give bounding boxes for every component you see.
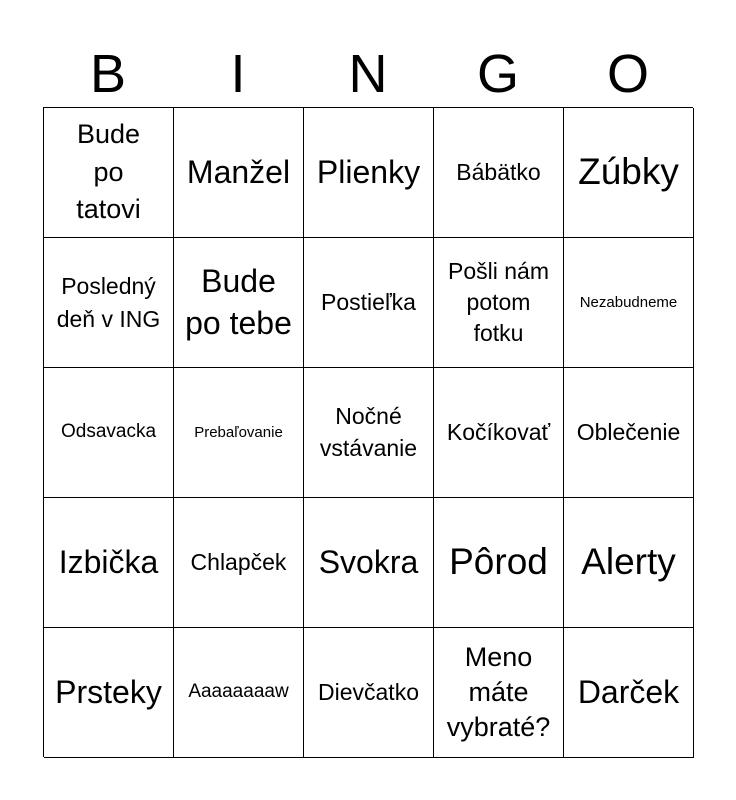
cell-text: Kočíkovať xyxy=(446,418,551,445)
cell-text: Odsavacka xyxy=(60,421,157,443)
cell-text: Posledný deň v ING xyxy=(56,273,161,332)
bingo-cell[interactable] xyxy=(564,628,694,758)
bingo-cell[interactable] xyxy=(434,498,564,628)
bingo-cell[interactable] xyxy=(44,238,174,368)
cell-text: Postieľka xyxy=(321,288,416,315)
cell-text: Bude po tatovi xyxy=(76,118,141,225)
cell-text: Oblečenie xyxy=(576,418,681,445)
bingo-cell[interactable] xyxy=(304,368,434,498)
bingo-cell[interactable] xyxy=(44,368,174,498)
bingo-cell[interactable] xyxy=(44,628,174,758)
cell-text: Dievčatko xyxy=(318,678,419,705)
cell-text: Bude po tebe xyxy=(185,262,292,341)
cell-text: Chlapček xyxy=(190,548,287,575)
cell-text: Svokra xyxy=(318,544,419,581)
bingo-cell[interactable] xyxy=(564,498,694,628)
cell-text: Prebaľovanie xyxy=(194,423,283,441)
header-letter-n: N xyxy=(348,44,388,104)
bingo-cell[interactable] xyxy=(304,238,434,368)
bingo-cell[interactable] xyxy=(304,498,434,628)
bingo-cell[interactable] xyxy=(564,368,694,498)
bingo-cell[interactable] xyxy=(434,238,564,368)
cell-text: Alerty xyxy=(581,541,676,583)
cell-text: Zúbky xyxy=(578,151,679,193)
header-letter-o: O xyxy=(606,44,649,104)
header-letter-g: G xyxy=(476,44,519,104)
bingo-cell[interactable] xyxy=(434,108,564,238)
bingo-cell[interactable] xyxy=(564,238,694,368)
bingo-cell[interactable] xyxy=(44,108,174,238)
bingo-cell[interactable] xyxy=(44,498,174,628)
bingo-cell[interactable] xyxy=(174,628,304,758)
cell-text: Plienky xyxy=(316,154,421,191)
cell-text: Pošli nám potom fotku xyxy=(448,257,549,347)
header-letter-i: I xyxy=(230,44,246,104)
cell-text: Meno máte vybraté? xyxy=(446,641,551,743)
bingo-cell[interactable] xyxy=(434,628,564,758)
bingo-cell[interactable] xyxy=(304,108,434,238)
bingo-cell[interactable] xyxy=(564,108,694,238)
cell-text: Prsteky xyxy=(55,674,162,711)
bingo-cell[interactable] xyxy=(174,238,304,368)
bingo-cell[interactable] xyxy=(304,628,434,758)
cell-text: Pôrod xyxy=(449,541,548,583)
cell-text: Nezabudneme xyxy=(579,293,678,311)
bingo-header xyxy=(43,44,693,104)
bingo-cell[interactable] xyxy=(174,498,304,628)
cell-text: Manžel xyxy=(186,154,291,191)
header-letter-b: B xyxy=(89,44,127,104)
cell-text: Aaaaaaaaw xyxy=(188,681,289,703)
bingo-cell[interactable] xyxy=(174,368,304,498)
cell-text: Nočné vstávanie xyxy=(319,403,418,461)
bingo-cell[interactable] xyxy=(174,108,304,238)
cell-text: Izbička xyxy=(58,544,159,581)
cell-text: Bábätko xyxy=(456,158,541,185)
bingo-grid xyxy=(43,107,693,757)
cell-text: Darček xyxy=(577,674,680,711)
bingo-cell[interactable] xyxy=(434,368,564,498)
